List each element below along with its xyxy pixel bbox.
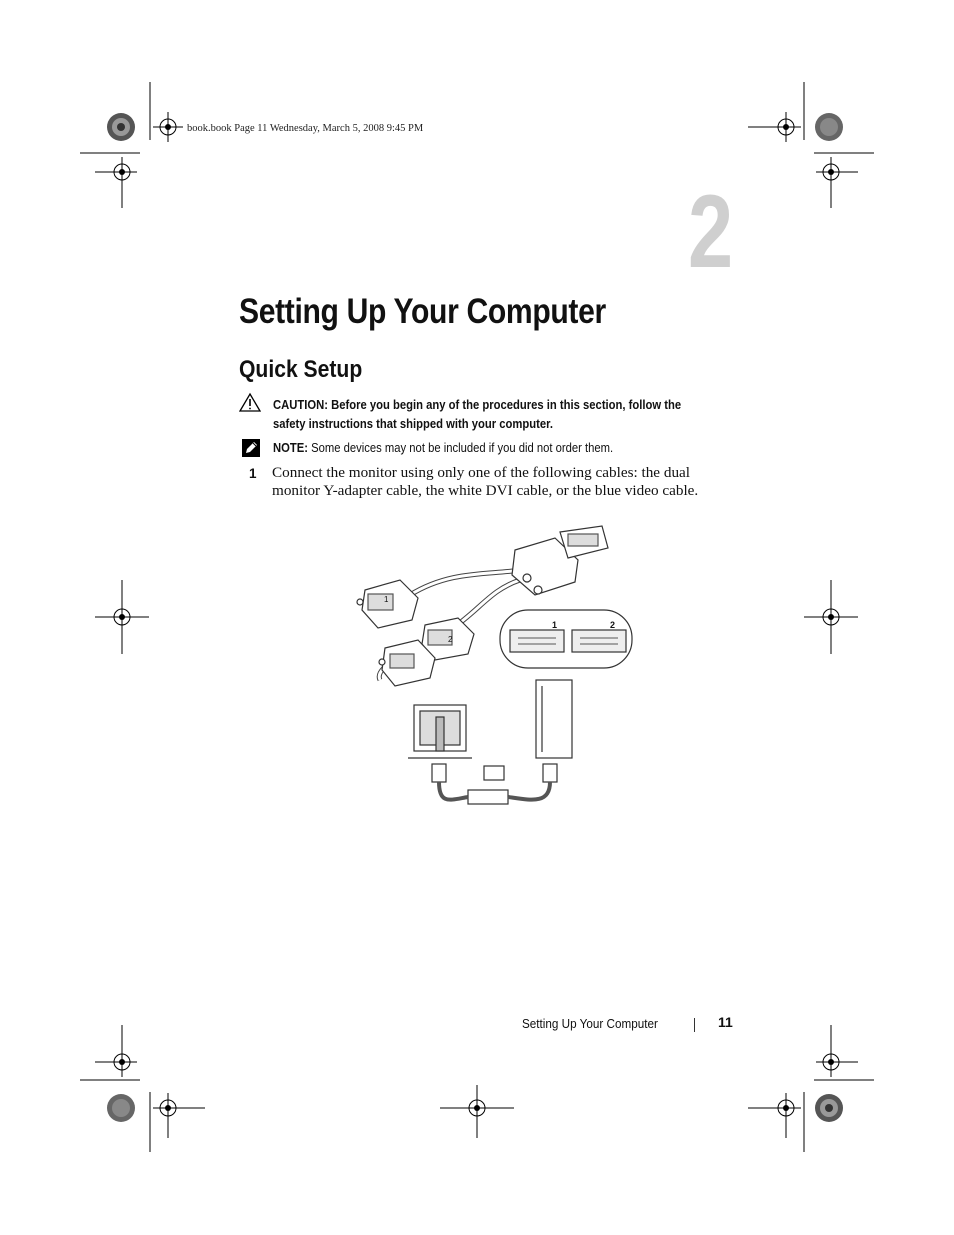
connector-label-1: 1 bbox=[384, 595, 389, 604]
caution-notice bbox=[273, 396, 714, 434]
print-slug-line: book.book Page 11 Wednesday, March 5, 2008 9:45 PM bbox=[187, 123, 424, 134]
connector-label-2: 2 bbox=[448, 635, 453, 644]
footer-divider bbox=[694, 1018, 695, 1032]
caution-text: Before you begin any of the procedures in this section, follow the safety instructions that shipped with your computer. bbox=[273, 398, 682, 431]
note-label: NOTE: bbox=[273, 441, 309, 455]
caution-icon bbox=[239, 392, 261, 412]
section-title: Quick Setup bbox=[239, 356, 363, 383]
port-label-2: 2 bbox=[610, 620, 616, 630]
step-text: Connect the monitor using only one of the following cables: the dual monitor Y-adapter cable, the white DVI cable, or the blue video cable. bbox=[272, 464, 699, 499]
note-notice bbox=[273, 439, 669, 458]
caution-label: CAUTION: bbox=[273, 398, 328, 412]
note-pencil-icon bbox=[241, 438, 261, 458]
note-text: Some devices may not be included if you did not order them. bbox=[311, 441, 614, 455]
footer-running-title: Setting Up Your Computer bbox=[522, 1016, 658, 1031]
monitor-cable-figure bbox=[340, 520, 640, 820]
page-number: 11 bbox=[718, 1014, 733, 1030]
step-number: 1 bbox=[249, 466, 257, 481]
port-label-1: 1 bbox=[552, 620, 558, 630]
chapter-number: 2 bbox=[688, 174, 734, 290]
chapter-title: Setting Up Your Computer bbox=[239, 292, 606, 331]
